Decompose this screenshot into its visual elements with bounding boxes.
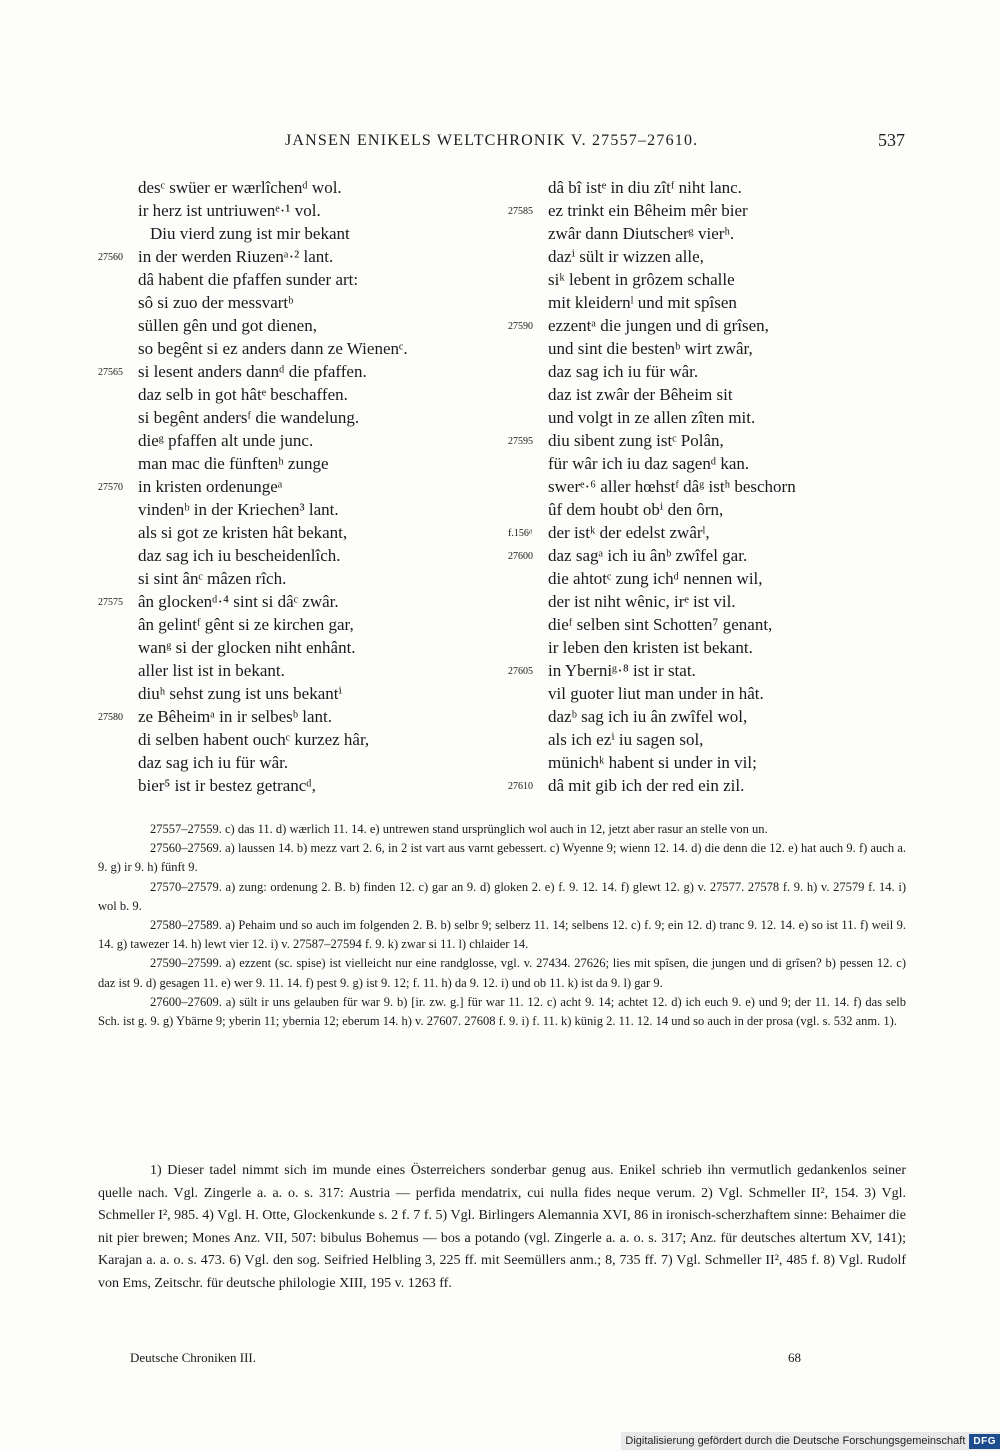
- verse-text: der istᵏ der edelst zwârˡ,: [548, 523, 710, 542]
- verse-line: [508, 590, 928, 613]
- verse-line: [508, 383, 928, 406]
- verse-text: daz ist zwâr der Bêheim sit: [548, 385, 733, 404]
- verse-line: [98, 636, 518, 659]
- verse-text: si begênt andersᶠ die wandelung.: [138, 408, 360, 427]
- critical-apparatus: [98, 820, 906, 1031]
- apparatus-entry: 27560–27569. a) laussen 14. b) mezz vart 2. 6, in 2 ist vart aus varnt gebessert. c) Wyenne 9; wienn 12. 14. d) die denn die 12. e) hat auch 9. f) auch a. 9. g) ir 9. h) fünft 9.: [98, 841, 906, 875]
- apparatus-entry: 27580–27589. a) Pehaim und so auch im folgenden 2. B. b) selbr 9; selberz 11. 14; selbens 12. c) f. 9; ein 12. d) tranc 9. 12. 14. e) so ist 11. f) weil 9. 14. g) tawezer 14. h) lewt vier 12. i) v. 27587–27594 f. 9. k) zwar si 11. l) chlaider 14.: [98, 918, 906, 952]
- verse-number: 27605: [508, 666, 533, 677]
- verse-text: vil guoter liut man under in hât.: [548, 684, 764, 703]
- verse-number: 27580: [98, 712, 123, 723]
- verse-line: [98, 452, 518, 475]
- verse-text: dâ bî istᵉ in diu zîtᶠ niht lanc.: [548, 178, 742, 197]
- footnote-text: 1) Dieser tadel nimmt sich im munde eines Österreichers sonderbar genug aus. Enikel schrieb ihn vermutlich gedankenlos seiner quelle nach. Vgl. Zingerle a. a. o. s. 317: Austria — perfida mendatrix, cui nulla fides neque verum. 2) Vgl. Schmeller II², 154. 3) Vgl. Schmeller I², 985. 4) Vgl. H. Otte, Glockenkunde s. 2 f. 7 f. 5) Vgl. Birlingers Alemannia XVI, 86 in ironisch-scherzhaftem sinne: Behaimer die nit pier brewen; Mones Anz. VII, 507: bibulus Bohemus — bos a potando (vgl. Zingerle a. a. o. s. 317; Anz. für deutsches altertum XV, 141); Karajan a. a. o. s. 473. 6) Vgl. den sog. Seifried Helbling 3, 225 ff. mit Seemüllers anm.; 8, 735 ff. 7) Vgl. Schmeller II², 485 f. 8) Vgl. Rudolf von Ems, Zeitschr. für deutsche philologie XIII, 195 v. 1263 ff.: [98, 1163, 906, 1291]
- verse-line: [508, 521, 928, 544]
- verse-text: swerᵉ·⁶ aller hœhstᶠ dâᵍ istʰ beschorn: [548, 477, 796, 496]
- verse-text: ez trinkt ein Bêheim mêr bier: [548, 201, 748, 220]
- verse-line: [508, 544, 928, 567]
- verse-text: sô si zuo der messvartᵇ: [138, 293, 294, 312]
- verse-text: ân gelintᶠ gênt si ze kirchen gar,: [138, 615, 354, 634]
- digitization-banner[interactable]: [621, 1432, 1000, 1450]
- verse-text: süllen gên und got dienen,: [138, 316, 317, 335]
- verse-column-right: [508, 176, 928, 797]
- verse-text: als ich ezⁱ iu sagen sol,: [548, 730, 704, 749]
- verse-text: die ahtotᶜ zung ichᵈ nennen wil,: [548, 569, 763, 588]
- verse-text: siᵏ lebent in grôzem schalle: [548, 270, 735, 289]
- verse-line: [98, 176, 518, 199]
- verse-text: daz sag ich iu für wâr.: [138, 753, 289, 772]
- verse-column-left: [98, 176, 518, 797]
- verse-text: ân glockenᵈ·⁴ sint si dâᶜ zwâr.: [138, 592, 339, 611]
- apparatus-entry: 27557–27559. c) das 11. d) wærlich 11. 14. e) untrewen stand ursprünglich wol auch in 12, jetzt aber rasur an stelle von un.: [150, 822, 768, 836]
- verse-line: [98, 475, 518, 498]
- verse-text: diu sibent zung istᶜ Polân,: [548, 431, 724, 450]
- verse-line: [98, 383, 518, 406]
- footnotes: [98, 1160, 906, 1295]
- verse-line: [508, 636, 928, 659]
- verse-line: [98, 751, 518, 774]
- verse-text: zwâr dann Diutscherᵍ vierʰ.: [548, 224, 735, 243]
- verse-line: [98, 544, 518, 567]
- verse-line: [508, 613, 928, 636]
- verse-line: [508, 176, 928, 199]
- verse-line: [98, 337, 518, 360]
- verse-number: f.156ᵈ: [508, 528, 532, 539]
- verse-line: [98, 659, 518, 682]
- verse-text: aller list ist in bekant.: [138, 661, 285, 680]
- verse-line: [98, 774, 518, 797]
- verse-text: ir herz ist untriuwenᵉ·¹ vol.: [138, 201, 321, 220]
- verse-line: [508, 291, 928, 314]
- verse-line: [98, 728, 518, 751]
- apparatus-entry: 27590–27599. a) ezzent (sc. spise) ist vielleicht nur eine randglosse, vgl. v. 27434. 27626; lies mit spîsen, die jungen und di grîsen? b) pessen 12. c) daz ist 9. d) gesagen 11. e) wer 9. 11. 14. f) pest 9. g) ist 9. 12; f. 11. h) da 9. 12. i) und ob 11. k) ist da 9. l) gar 9.: [98, 956, 906, 990]
- verse-text: desᶜ swüer er wærlîchenᵈ wol.: [138, 178, 342, 197]
- verse-line: [98, 429, 518, 452]
- verse-line: [508, 452, 928, 475]
- verse-text: bier⁵ ist ir bestez getrancᵈ,: [138, 776, 316, 795]
- verse-line: [98, 613, 518, 636]
- verse-line: [508, 498, 928, 521]
- verse-line: [508, 314, 928, 337]
- verse-line: [98, 521, 518, 544]
- verse-number: 27560: [98, 252, 123, 263]
- verse-text: ezzentᵃ die jungen und di grîsen,: [548, 316, 769, 335]
- verse-text: der ist niht wênic, irᵉ ist vil.: [548, 592, 736, 611]
- verse-number: 27565: [98, 367, 123, 378]
- dfg-logo: DFG: [969, 1434, 1000, 1449]
- verse-line: [508, 406, 928, 429]
- verse-text: dazᵇ sag ich iu ân zwîfel wol,: [548, 707, 748, 726]
- verse-text: in der werden Riuzenᵃ·² lant.: [138, 247, 334, 266]
- series-title: Deutsche Chroniken III.: [130, 1350, 256, 1365]
- verse-text: ze Bêheimᵃ in ir selbesᵇ lant.: [138, 707, 333, 726]
- verse-line: [508, 337, 928, 360]
- verse-line: [508, 475, 928, 498]
- verse-line: [508, 659, 928, 682]
- verse-line: [98, 682, 518, 705]
- verse-text: daz sag ich iu für wâr.: [548, 362, 699, 381]
- verse-number: 27590: [508, 321, 533, 332]
- verse-number: 27585: [508, 206, 533, 217]
- verse-line: [508, 429, 928, 452]
- verse-text: dazⁱ sült ir wizzen alle,: [548, 247, 704, 266]
- verse-text: daz sagᵃ ich iu ânᵇ zwîfel gar.: [548, 546, 748, 565]
- verse-line: [508, 751, 928, 774]
- verse-line: [508, 360, 928, 383]
- verse-line: [508, 682, 928, 705]
- verse-text: dieᶠ selben sint Schotten⁷ genant,: [548, 615, 773, 634]
- verse-line: [508, 728, 928, 751]
- verse-line: [98, 291, 518, 314]
- apparatus-entry: 27600–27609. a) sült ir uns gelauben für war 9. b) [ir. zw. g.] für war 11. 12. c) acht 9. 14; achtet 12. d) ich euch 9. e) und 9; der 11. 14. f) das selb Sch. ist g. 9. g) Ybärne 9; yberin 11; ybernia 12; eberum 14. h) v. 27607. 27608 f. 9. i) f. 11. k) künig 2. 11. 12. 14 und so auch in der prosa (vgl. s. 532 anm. 1).: [98, 994, 906, 1029]
- verse-line: [98, 360, 518, 383]
- verse-line: [98, 406, 518, 429]
- verse-line: [508, 245, 928, 268]
- verse-text: ûf dem houbt obⁱ den ôrn,: [548, 500, 724, 519]
- verse-text: dâ habent die pfaffen sunder art:: [138, 270, 359, 289]
- verse-text: und sint die bestenᵇ wirt zwâr,: [548, 339, 753, 358]
- verse-text: vindenᵇ in der Kriechen³ lant.: [138, 500, 339, 519]
- verse-line: [98, 590, 518, 613]
- verse-line: [98, 245, 518, 268]
- verse-text: man mac die fünftenʰ zunge: [138, 454, 329, 473]
- verse-text: und volgt in ze allen zîten mit.: [548, 408, 756, 427]
- verse-line: [98, 567, 518, 590]
- sheet-number: 68: [788, 1350, 801, 1365]
- verse-text: daz sag ich iu bescheidenlîch.: [138, 546, 341, 565]
- verse-text: in Yberniᵍ·⁸ ist ir stat.: [548, 661, 696, 680]
- banner-text: Digitalisierung gefördert durch die Deutsche Forschungsgemeinschaft: [625, 1435, 966, 1447]
- verse-number: 27600: [508, 551, 533, 562]
- verse-line: [508, 222, 928, 245]
- verse-text: für wâr ich iu daz sagenᵈ kan.: [548, 454, 750, 473]
- verse-text: si sint ânᶜ mâzen rîch.: [138, 569, 287, 588]
- verse-line: [98, 498, 518, 521]
- verse-text: wanᵍ si der glocken niht enhânt.: [138, 638, 356, 657]
- verse-line: [508, 774, 928, 797]
- verse-number: 27595: [508, 436, 533, 447]
- verse-text: si lesent anders dannᵈ die pfaffen.: [138, 362, 367, 381]
- verse-text: mit kleidernˡ und mit spîsen: [548, 293, 737, 312]
- verse-number: 27610: [508, 781, 533, 792]
- verse-number: 27570: [98, 482, 123, 493]
- verse-line: [98, 705, 518, 728]
- verse-line: [508, 567, 928, 590]
- verse-line: [508, 199, 928, 222]
- verse-text: diuʰ sehst zung ist uns bekantⁱ: [138, 684, 342, 703]
- verse-text: di selben habent ouchᶜ kurzez hâr,: [138, 730, 370, 749]
- verse-text: so begênt si ez anders dann ze Wienenᶜ.: [138, 339, 408, 358]
- verse-text: als si got ze kristen hât bekant,: [138, 523, 348, 542]
- apparatus-entry: 27570–27579. a) zung: ordenung 2. B. b) finden 12. c) gar an 9. d) gloken 2. e) f. 9. 12. 14. f) glewt 12. g) v. 27577. 27578 f. 9. h) v. 27579 f. 14. i) wol b. 9.: [98, 879, 906, 913]
- verse-text: in kristen ordenungeᵃ: [138, 477, 283, 496]
- verse-line: [98, 314, 518, 337]
- verse-text: Diu vierd zung ist mir bekant: [150, 224, 350, 243]
- verse-line: [98, 222, 518, 245]
- verse-line: [98, 199, 518, 222]
- verse-line: [508, 705, 928, 728]
- verse-text: dâ mit gib ich der red ein zil.: [548, 776, 745, 795]
- verse-text: ir leben den kristen ist bekant.: [548, 638, 753, 657]
- page-number: 537: [878, 130, 905, 150]
- verse-text: daz selb in got hâtᵉ beschaffen.: [138, 385, 348, 404]
- verse-line: [508, 268, 928, 291]
- verse-text: münichᵏ habent si under in vil;: [548, 753, 757, 772]
- verse-text: dieᵍ pfaffen alt unde junc.: [138, 431, 314, 450]
- verse-number: 27575: [98, 597, 123, 608]
- verse-line: [98, 268, 518, 291]
- running-title: JANSEN ENIKELS WELTCHRONIK V. 27557–27610.: [285, 132, 699, 149]
